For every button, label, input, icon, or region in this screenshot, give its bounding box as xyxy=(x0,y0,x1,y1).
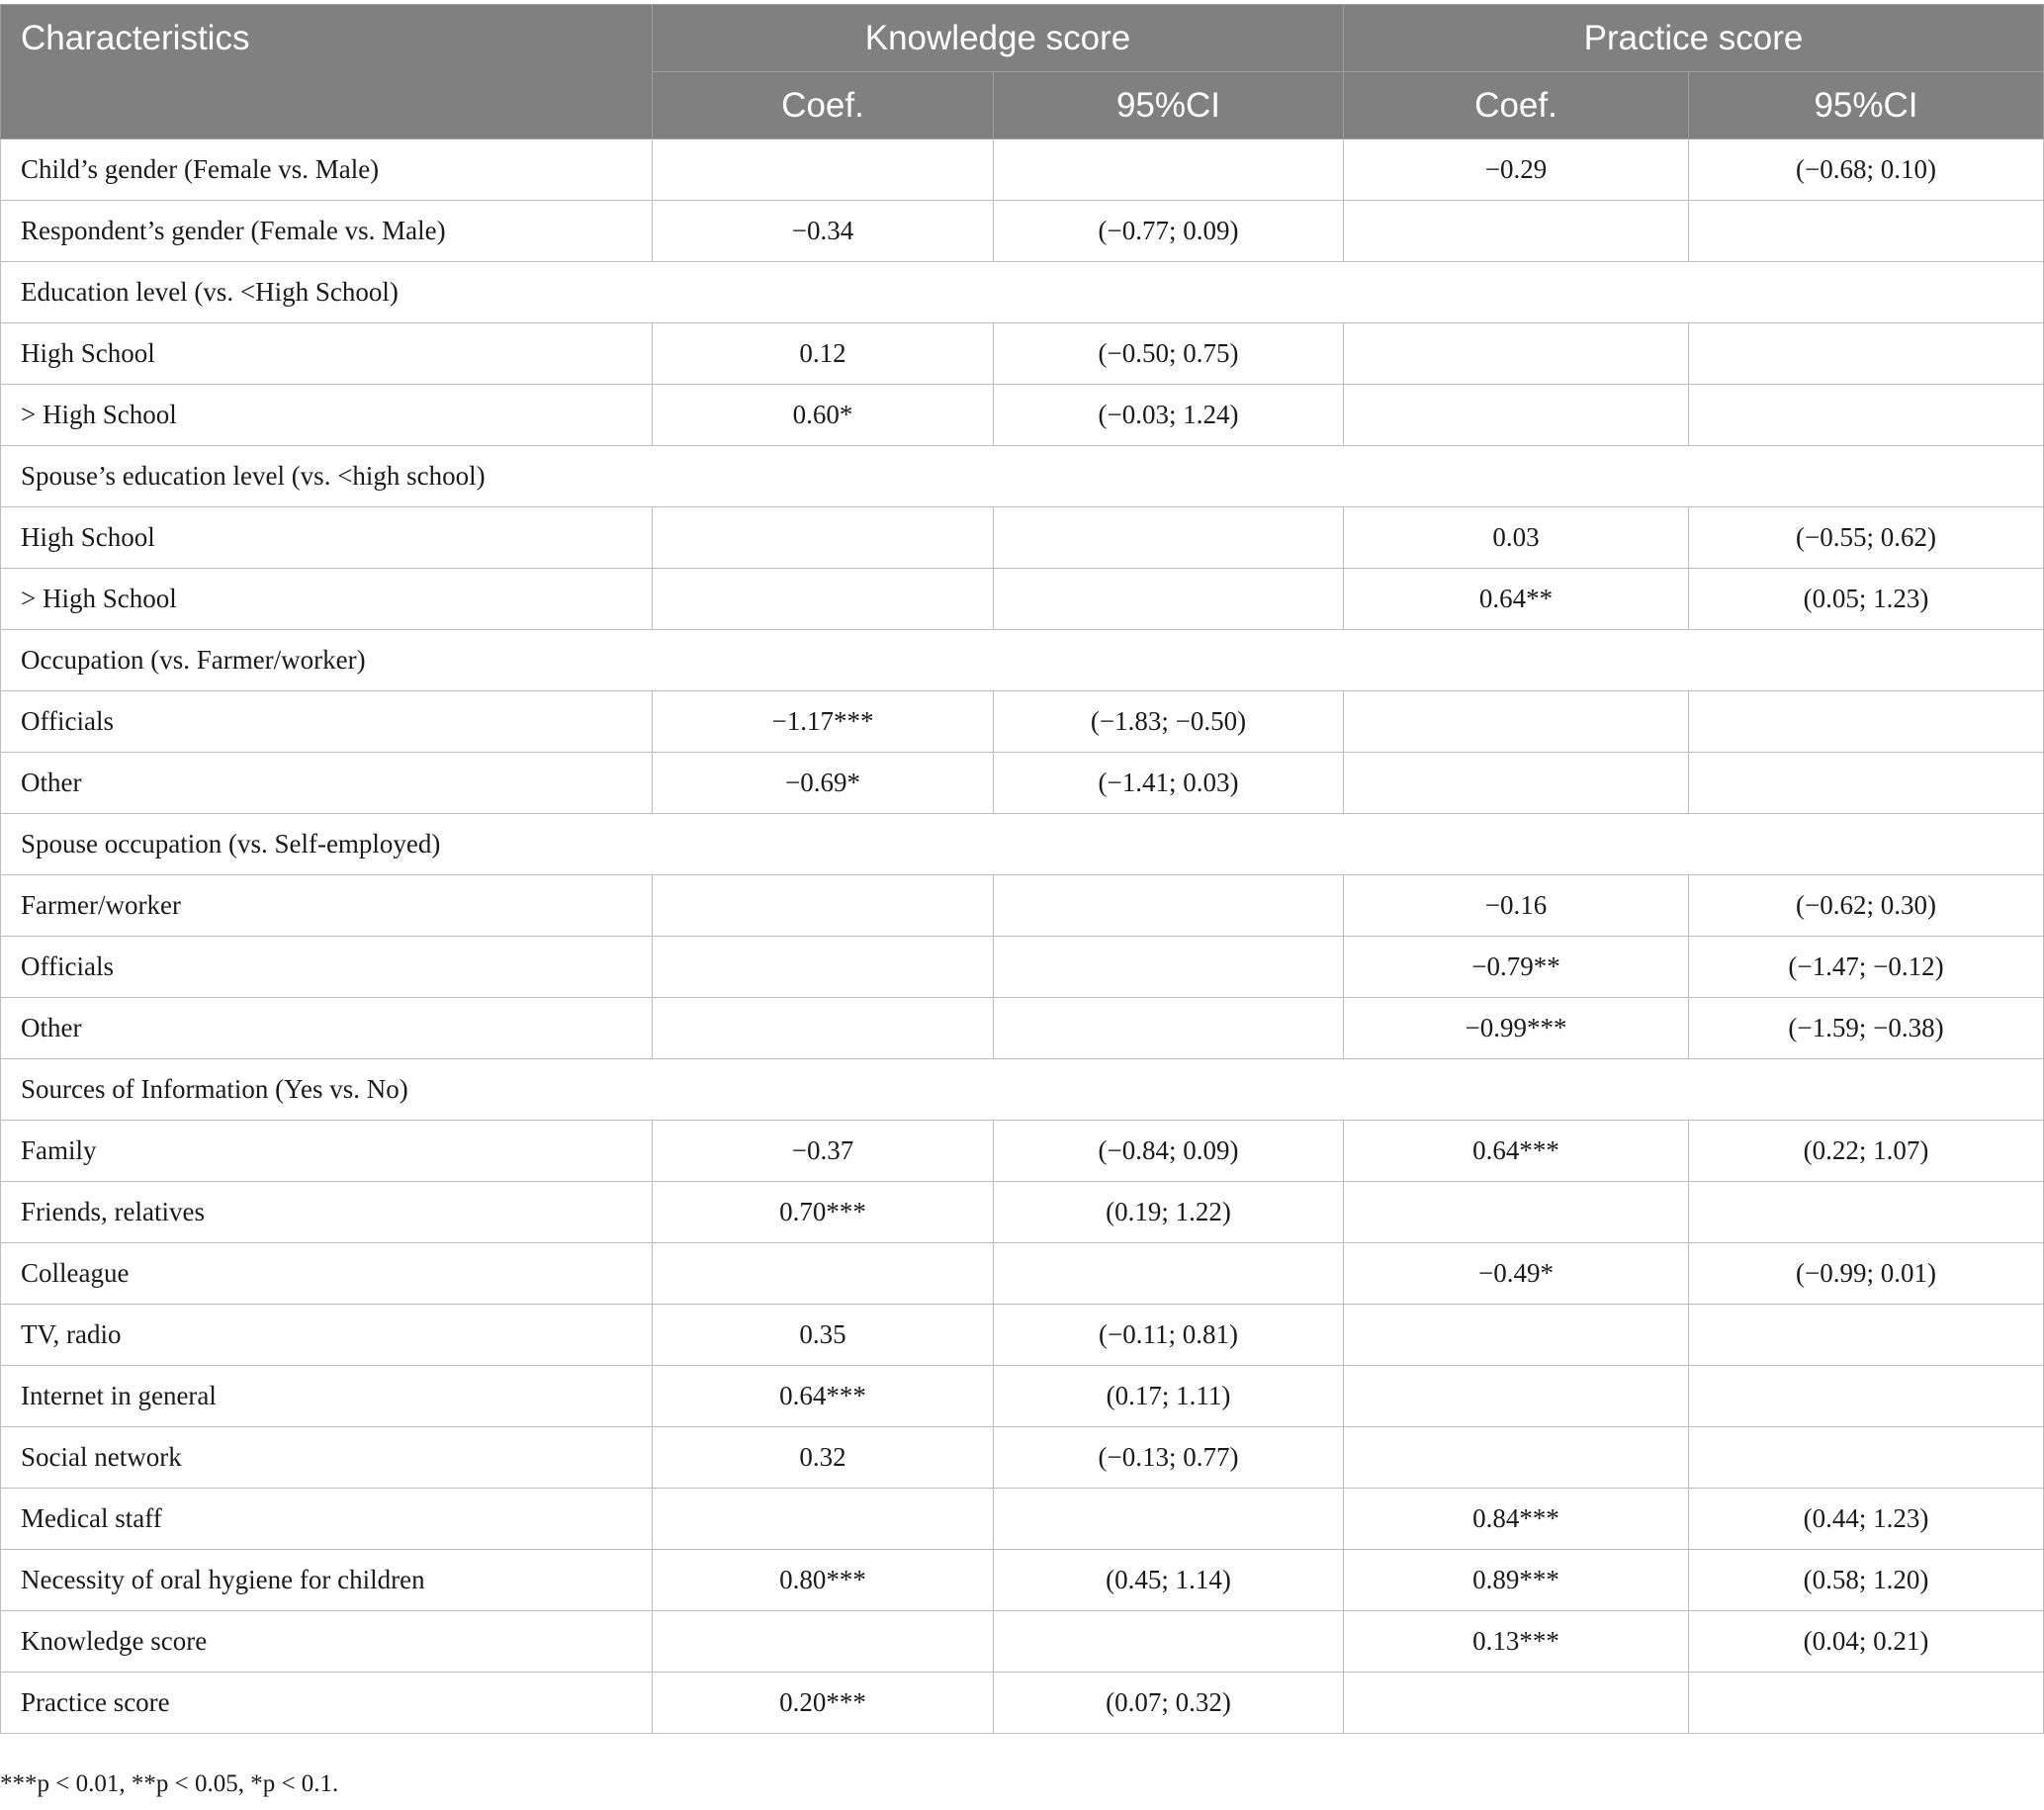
table-row xyxy=(1,385,2044,446)
table-row xyxy=(1,1673,2044,1734)
table-row xyxy=(1,323,2044,385)
table-header xyxy=(1,5,2044,139)
knowledge-coef-cell xyxy=(653,507,994,569)
header-characteristics: Characteristics xyxy=(1,5,653,139)
table-row xyxy=(1,998,2044,1059)
header-practice-coef: Coef. xyxy=(1344,72,1689,139)
knowledge-coef-cell xyxy=(653,1489,994,1550)
practice-ci-cell xyxy=(1689,1305,2044,1366)
knowledge-ci-cell: (0.07; 0.32) xyxy=(994,1673,1344,1734)
practice-ci-cell: (0.22; 1.07) xyxy=(1689,1121,2044,1182)
row-label: > High School xyxy=(1,385,653,446)
practice-ci-cell: (−0.62; 0.30) xyxy=(1689,875,2044,937)
practice-coef-cell: 0.13*** xyxy=(1344,1611,1689,1673)
row-label: Knowledge score xyxy=(1,1611,653,1673)
knowledge-coef-cell xyxy=(653,139,994,201)
knowledge-coef-cell xyxy=(653,998,994,1059)
knowledge-ci-cell: (−1.41; 0.03) xyxy=(994,753,1344,814)
header-knowledge-ci: 95%CI xyxy=(994,72,1344,139)
header-practice-score: Practice score xyxy=(1344,5,2044,72)
practice-ci-cell xyxy=(1689,385,2044,446)
knowledge-coef-cell xyxy=(653,937,994,998)
row-label: Officials xyxy=(1,691,653,753)
practice-ci-cell xyxy=(1689,1366,2044,1427)
practice-coef-cell xyxy=(1344,385,1689,446)
practice-coef-cell xyxy=(1344,1305,1689,1366)
practice-coef-cell xyxy=(1344,1673,1689,1734)
knowledge-ci-cell: (0.19; 1.22) xyxy=(994,1182,1344,1243)
significance-footnote: ***p < 0.01, **p < 0.05, *p < 0.1. xyxy=(0,1770,339,1797)
knowledge-coef-cell xyxy=(653,875,994,937)
knowledge-coef-cell: 0.20*** xyxy=(653,1673,994,1734)
practice-coef-cell xyxy=(1344,323,1689,385)
row-label: Friends, relatives xyxy=(1,1182,653,1243)
row-label: Practice score xyxy=(1,1673,653,1734)
row-label: Child’s gender (Female vs. Male) xyxy=(1,139,653,201)
practice-coef-cell: 0.89*** xyxy=(1344,1550,1689,1611)
knowledge-coef-cell xyxy=(653,1611,994,1673)
knowledge-coef-cell: −0.34 xyxy=(653,201,994,262)
practice-coef-cell: 0.84*** xyxy=(1344,1489,1689,1550)
table-body xyxy=(1,139,2044,1734)
table-row xyxy=(1,1611,2044,1673)
section-label: Spouse’s education level (vs. <high school) xyxy=(1,446,2044,507)
practice-coef-cell: −0.99*** xyxy=(1344,998,1689,1059)
knowledge-ci-cell: (−0.13; 0.77) xyxy=(994,1427,1344,1489)
practice-ci-cell: (0.58; 1.20) xyxy=(1689,1550,2044,1611)
practice-coef-cell xyxy=(1344,1182,1689,1243)
practice-coef-cell: −0.16 xyxy=(1344,875,1689,937)
table-row xyxy=(1,691,2044,753)
knowledge-ci-cell: (−0.50; 0.75) xyxy=(994,323,1344,385)
practice-ci-cell: (0.04; 0.21) xyxy=(1689,1611,2044,1673)
practice-coef-cell: −0.49* xyxy=(1344,1243,1689,1305)
practice-coef-cell: 0.64*** xyxy=(1344,1121,1689,1182)
table-row xyxy=(1,875,2044,937)
knowledge-coef-cell: 0.80*** xyxy=(653,1550,994,1611)
practice-coef-cell xyxy=(1344,1427,1689,1489)
table-section-row xyxy=(1,814,2044,875)
table-row xyxy=(1,1366,2044,1427)
row-label: Social network xyxy=(1,1427,653,1489)
practice-coef-cell xyxy=(1344,1366,1689,1427)
practice-coef-cell: 0.03 xyxy=(1344,507,1689,569)
knowledge-ci-cell xyxy=(994,1489,1344,1550)
knowledge-ci-cell xyxy=(994,507,1344,569)
row-label: Medical staff xyxy=(1,1489,653,1550)
practice-coef-cell xyxy=(1344,691,1689,753)
table-row xyxy=(1,1550,2044,1611)
table-row xyxy=(1,1182,2044,1243)
practice-ci-cell: (0.44; 1.23) xyxy=(1689,1489,2044,1550)
knowledge-ci-cell: (−0.03; 1.24) xyxy=(994,385,1344,446)
practice-ci-cell xyxy=(1689,691,2044,753)
table-row xyxy=(1,1243,2044,1305)
practice-ci-cell xyxy=(1689,1182,2044,1243)
row-label: Other xyxy=(1,753,653,814)
row-label: Other xyxy=(1,998,653,1059)
table-section-row xyxy=(1,1059,2044,1121)
knowledge-ci-cell xyxy=(994,1611,1344,1673)
practice-coef-cell: 0.64** xyxy=(1344,569,1689,630)
knowledge-ci-cell: (−0.77; 0.09) xyxy=(994,201,1344,262)
row-label: Internet in general xyxy=(1,1366,653,1427)
row-label: Farmer/worker xyxy=(1,875,653,937)
knowledge-coef-cell xyxy=(653,1243,994,1305)
section-label: Sources of Information (Yes vs. No) xyxy=(1,1059,2044,1121)
row-label: TV, radio xyxy=(1,1305,653,1366)
row-label: Colleague xyxy=(1,1243,653,1305)
table-row xyxy=(1,569,2044,630)
knowledge-ci-cell: (0.45; 1.14) xyxy=(994,1550,1344,1611)
row-label: High School xyxy=(1,507,653,569)
table-row xyxy=(1,139,2044,201)
knowledge-coef-cell: 0.64*** xyxy=(653,1366,994,1427)
row-label: Family xyxy=(1,1121,653,1182)
section-label: Spouse occupation (vs. Self-employed) xyxy=(1,814,2044,875)
section-label: Education level (vs. <High School) xyxy=(1,262,2044,323)
row-label: Officials xyxy=(1,937,653,998)
knowledge-coef-cell: 0.12 xyxy=(653,323,994,385)
knowledge-ci-cell: (−0.84; 0.09) xyxy=(994,1121,1344,1182)
practice-ci-cell xyxy=(1689,1673,2044,1734)
practice-ci-cell xyxy=(1689,753,2044,814)
knowledge-coef-cell xyxy=(653,569,994,630)
knowledge-ci-cell xyxy=(994,998,1344,1059)
row-label: Necessity of oral hygiene for children xyxy=(1,1550,653,1611)
row-label: High School xyxy=(1,323,653,385)
header-knowledge-coef: Coef. xyxy=(653,72,994,139)
header-practice-ci: 95%CI xyxy=(1689,72,2044,139)
table-row xyxy=(1,507,2044,569)
table-section-row xyxy=(1,262,2044,323)
table-row xyxy=(1,1427,2044,1489)
knowledge-coef-cell: 0.35 xyxy=(653,1305,994,1366)
practice-coef-cell: −0.79** xyxy=(1344,937,1689,998)
knowledge-coef-cell: 0.60* xyxy=(653,385,994,446)
practice-coef-cell xyxy=(1344,753,1689,814)
knowledge-ci-cell: (0.17; 1.11) xyxy=(994,1366,1344,1427)
practice-ci-cell xyxy=(1689,1427,2044,1489)
knowledge-coef-cell: −0.69* xyxy=(653,753,994,814)
header-knowledge-score: Knowledge score xyxy=(653,5,1344,72)
practice-coef-cell: −0.29 xyxy=(1344,139,1689,201)
table-row xyxy=(1,753,2044,814)
knowledge-coef-cell: −1.17*** xyxy=(653,691,994,753)
knowledge-ci-cell xyxy=(994,139,1344,201)
section-label: Occupation (vs. Farmer/worker) xyxy=(1,630,2044,691)
knowledge-coef-cell: −0.37 xyxy=(653,1121,994,1182)
knowledge-ci-cell xyxy=(994,875,1344,937)
practice-ci-cell: (−1.47; −0.12) xyxy=(1689,937,2044,998)
table-row xyxy=(1,201,2044,262)
practice-ci-cell: (0.05; 1.23) xyxy=(1689,569,2044,630)
row-label: Respondent’s gender (Female vs. Male) xyxy=(1,201,653,262)
knowledge-ci-cell: (−0.11; 0.81) xyxy=(994,1305,1344,1366)
knowledge-ci-cell xyxy=(994,1243,1344,1305)
table-row xyxy=(1,1305,2044,1366)
knowledge-ci-cell xyxy=(994,569,1344,630)
practice-ci-cell xyxy=(1689,201,2044,262)
practice-ci-cell xyxy=(1689,323,2044,385)
table-row xyxy=(1,937,2044,998)
practice-ci-cell: (−0.55; 0.62) xyxy=(1689,507,2044,569)
practice-ci-cell: (−0.68; 0.10) xyxy=(1689,139,2044,201)
table-section-row xyxy=(1,630,2044,691)
practice-ci-cell: (−1.59; −0.38) xyxy=(1689,998,2044,1059)
knowledge-coef-cell: 0.70*** xyxy=(653,1182,994,1243)
row-label: > High School xyxy=(1,569,653,630)
table-row xyxy=(1,1121,2044,1182)
knowledge-ci-cell xyxy=(994,937,1344,998)
table-row xyxy=(1,1489,2044,1550)
regression-table xyxy=(0,4,2044,1734)
knowledge-coef-cell: 0.32 xyxy=(653,1427,994,1489)
table-section-row xyxy=(1,446,2044,507)
practice-coef-cell xyxy=(1344,201,1689,262)
knowledge-ci-cell: (−1.83; −0.50) xyxy=(994,691,1344,753)
practice-ci-cell: (−0.99; 0.01) xyxy=(1689,1243,2044,1305)
